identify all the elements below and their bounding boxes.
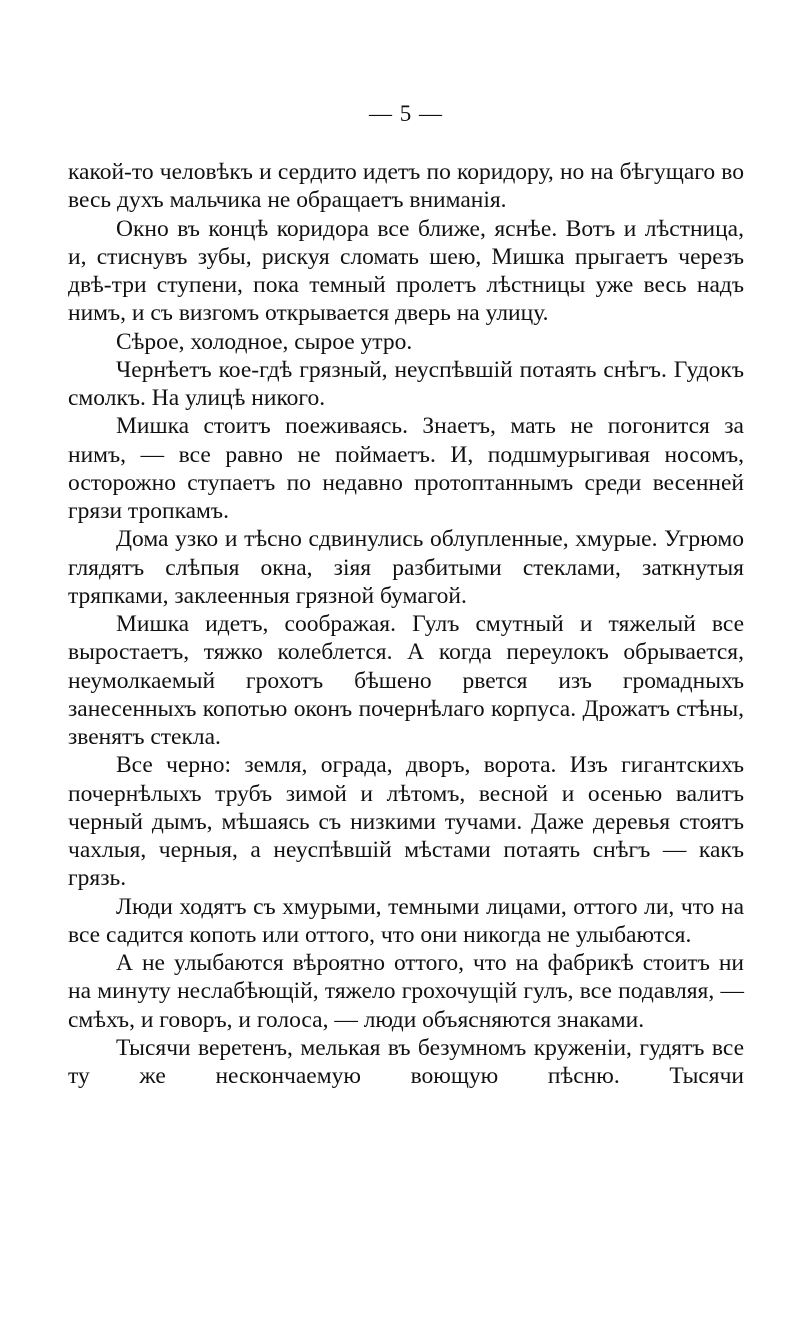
paragraph: Все черно: земля, ограда, дворъ, ворота. Изъ гигантскихъ почернѣлыхъ трубъ зимой и лѣтомъ, весной и осенью валитъ черный дымъ, мѣшаясь съ низкими тучами. Даже деревья стоятъ чахлыя, черныя, а неуспѣвшій мѣстами потаять снѣгъ — какъ грязь. (68, 752, 744, 892)
paragraph: Окно въ концѣ коридора все ближе, яснѣе. Вотъ и лѣстница, и, стиснувъ зубы, рискуя сломать шею, Мишка прыгаетъ черезъ двѣ-три ступени, пока темный пролетъ лѣстницы уже весь надъ нимъ, и съ визгомъ открывается дверь на улицу. (68, 215, 744, 327)
paragraph: Чернѣетъ кое-гдѣ грязный, неуспѣвшій потаять снѣгъ. Гудокъ смолкъ. На улицѣ никого. (68, 356, 744, 411)
page-number: — 5 — (369, 101, 443, 126)
body-text (68, 158, 744, 1090)
paragraph: какой-то человѣкъ и сердито идетъ по коридору, но на бѣгущаго во весь духъ мальчика не обращаетъ вниманія. (68, 159, 744, 214)
paragraph: Мишка стоитъ поеживаясь. Знаетъ, мать не погонится за нимъ, — все равно не поймаетъ. И, подшмурыгивая носомъ, осторожно ступаетъ по недавно протоптаннымъ среди весенней грязи тропкамъ. (68, 413, 744, 524)
paragraph: Тысячи веретенъ, мелькая въ безумномъ круженіи, гудятъ все ту же нескончаемую воющую пѣсню. Тысячи (68, 1034, 744, 1089)
paragraph: Сѣрое, холодное, сырое утро. (116, 328, 413, 355)
paragraph: А не улыбаются вѣроятно оттого, что на фабрикѣ стоитъ ни на минуту неслабѣющій, тяжело грохочущій гулъ, все подавляя, — смѣхъ, и говоръ, и голоса, — люди объясняются знаками. (68, 950, 744, 1033)
paragraph: Дома узко и тѣсно сдвинулись облупленные, хмурые. Угрюмо глядятъ слѣпыя окна, зіяя разбитыми стеклами, заткнутыя тряпками, заклеенныя грязной бумагой. (68, 526, 744, 609)
paragraph: Люди ходятъ съ хмурыми, темными лицами, оттого ли, что на все садится копоть или оттого, что они никогда не улыбаются. (68, 893, 744, 948)
paragraph: Мишка идетъ, соображая. Гулъ смутный и тяжелый все выростаетъ, тяжко колеблется. А когда переулокъ обрывается, неумолкаемый грохотъ бѣшено рвется изъ громадныхъ занесенныхъ копотью оконъ почернѣлаго корпуса. Дрожатъ стѣны, звенятъ стекла. (68, 611, 744, 750)
